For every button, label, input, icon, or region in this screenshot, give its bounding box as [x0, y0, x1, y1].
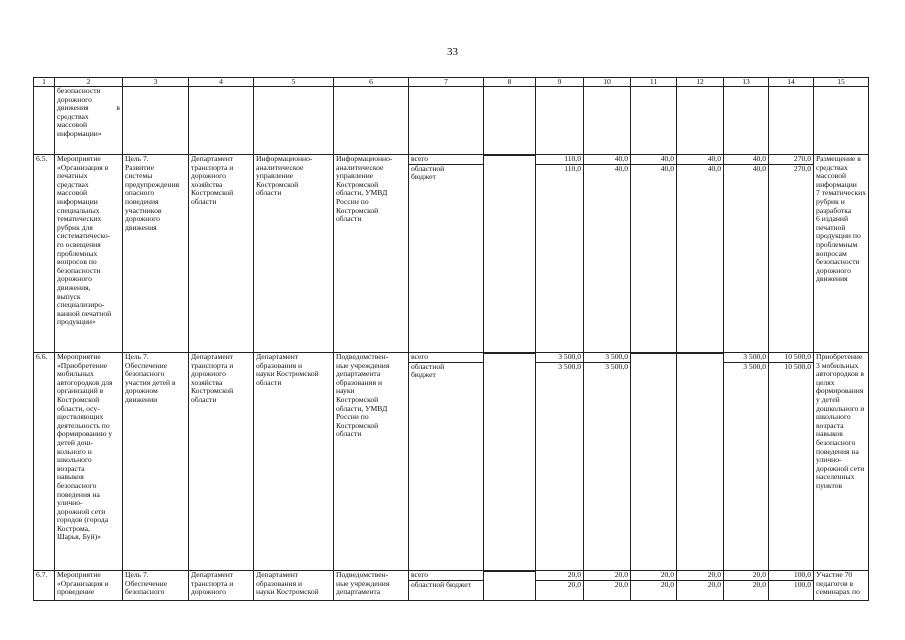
participant-cell: Подведомствен- ные учреждения департамента образования и науки Костромской области, УМВД России по Костромской области — [334, 353, 409, 571]
col-header: 15 — [814, 78, 869, 87]
amount-cell: 3 500,0 3 500,0 — [536, 353, 584, 571]
amount-cell: 3 500,0 3 500,0 — [584, 353, 631, 571]
col-header: 1 — [34, 78, 55, 87]
program-activities-table — [33, 77, 869, 601]
col-header: 2 — [55, 78, 123, 87]
activity-cell: Мероприятие «Организация и проведение — [55, 571, 123, 601]
funding-source-cell: всего областной бюджет — [409, 571, 484, 601]
result-cell: Размещение в средствах массовой информации 7 тематических рубрик и разработка 6 изданий печатной продукции по проблемным вопросам безопасности дорожного движения — [814, 155, 869, 353]
amount-cell: 20,0 20,0 — [631, 571, 677, 601]
amount-cell — [677, 353, 724, 571]
executor-cell: Департамент образования и науки Костромской области — [254, 353, 334, 571]
amount-cell: 270,0 270,0 — [769, 155, 814, 353]
row-number: 6.6. — [34, 353, 55, 571]
page-number: 33 — [447, 46, 458, 58]
goal-cell: Цель 7. Обеспечение безопасного участия детей в дорожном движении — [123, 353, 189, 571]
col-header: 4 — [189, 78, 254, 87]
amount-cell: 40,0 40,0 — [724, 155, 769, 353]
coordinator-cell: Департамент транспорта и дорожного хозяйства Костромской области — [189, 155, 254, 353]
col-header: 6 — [334, 78, 409, 87]
amount-cell: 10 500,0 10 500,0 — [769, 353, 814, 571]
col-header: 13 — [724, 78, 769, 87]
amount-cell — [631, 353, 677, 571]
activity-cell: Мероприятие «Организация в печатных средствах массовой информации специальных тематических рубрик для систематическо- го освещения проблемных вопросов по безопасности дорожного движения, выпуск специализиро- ванной печатной продукции» — [55, 155, 123, 353]
amount-cell: 100,0 100,0 — [769, 571, 814, 601]
col-header: 8 — [484, 78, 536, 87]
funding-source-cell: всего областной бюджет — [409, 353, 484, 571]
amount-cell: 20,0 20,0 — [677, 571, 724, 601]
col-header: 3 — [123, 78, 189, 87]
result-cell: Участие 70 педагогов в семинарах по — [814, 571, 869, 601]
amount-cell — [484, 571, 536, 601]
amount-cell — [484, 353, 536, 571]
col-header: 11 — [631, 78, 677, 87]
table-row — [34, 571, 869, 601]
amount-cell: 40,0 40,0 — [631, 155, 677, 353]
col-header: 14 — [769, 78, 814, 87]
activity-cell: Мероприятие «Приобретение мобильных автогородков для организаций в Костромской области, осу- ществляющих деятельность по формированию у детей дош- кольного и школьного возраста навыков безопасного поведения на улично- дорожной сети городов (города Кострома, Шарья, Буй)» — [55, 353, 123, 571]
participant-cell: Информационно- аналитическое управление Костромской области, УМВД России по Костромской области — [334, 155, 409, 353]
col-header: 10 — [584, 78, 631, 87]
coordinator-cell: Департамент транспорта и дорожного хозяйства Костромской области — [189, 353, 254, 571]
row-number: 6.5. — [34, 155, 55, 353]
table-row — [34, 155, 869, 353]
funding-source-cell: всего областной бюджет — [409, 155, 484, 353]
table-row-continuation — [34, 87, 869, 155]
executor-cell: Департамент образования и науки Костромской — [254, 571, 334, 601]
col-header: 7 — [409, 78, 484, 87]
coordinator-cell: Департамент транспорта и дорожного — [189, 571, 254, 601]
amount-cell: 110,0 110,0 — [536, 155, 584, 353]
participant-cell: Подведомствен- ные учреждения департамента — [334, 571, 409, 601]
goal-cell: Цель 7. Обеспечение безопасного — [123, 571, 189, 601]
activity-cell: безопасности дорожного движения в средствах массовой информации» — [55, 87, 123, 155]
amount-cell: 40,0 40,0 — [677, 155, 724, 353]
table-row — [34, 353, 869, 571]
amount-cell: 20,0 20,0 — [724, 571, 769, 601]
col-header: 9 — [536, 78, 584, 87]
amount-cell — [484, 155, 536, 353]
amount-cell: 40,0 40,0 — [584, 155, 631, 353]
executor-cell: Информационно- аналитическое управление Костромской области — [254, 155, 334, 353]
col-header: 12 — [677, 78, 724, 87]
amount-cell: 20,0 20,0 — [584, 571, 631, 601]
column-number-row — [34, 78, 869, 87]
row-number: 6.7. — [34, 571, 55, 601]
goal-cell: Цель 7. Развитие системы предупреждения опасного поведения участников дорожного движения — [123, 155, 189, 353]
amount-cell: 3 500,0 3 500,0 — [724, 353, 769, 571]
amount-cell: 20,0 20,0 — [536, 571, 584, 601]
col-header: 5 — [254, 78, 334, 87]
result-cell: Приобретение 3 мобильных автогородков в целях формирования у детей дошкольного и школьного возраста навыков безопасного поведения на улично- дорожной сети населенных пунктов — [814, 353, 869, 571]
